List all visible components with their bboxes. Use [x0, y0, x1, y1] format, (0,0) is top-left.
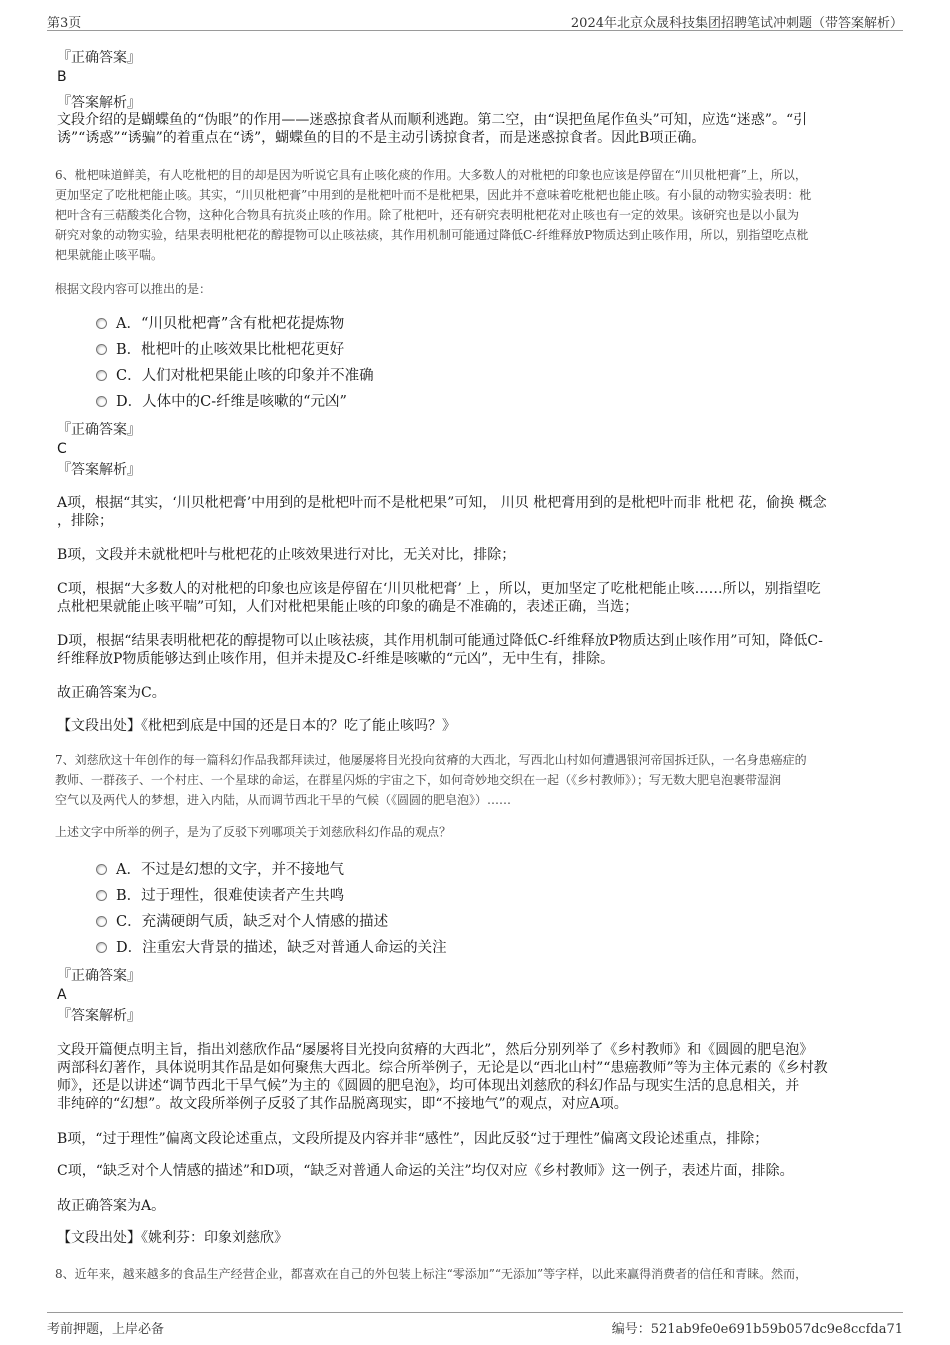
analysis-line: A项，根据“其实，‘川贝枇杷膏’中用到的是枇杷叶而不是枇杷果”可知， 川贝 枇杷膏用到的是枇杷叶而非 枇杷 花，偷换 概念 — [57, 495, 827, 511]
analysis-line: 非纯碎的“幻想”。故文段所举例子反驳了其作品脱离现实，即“不接地气”的观点，对应A项。 — [57, 1096, 628, 1112]
analysis-line: B项，文段并未就枇杷叶与枇杷花的止咳效果进行对比，无关对比，排除； — [57, 547, 516, 563]
q7-conclusion — [57, 1197, 895, 1215]
q7-option-d[interactable] — [96, 939, 447, 957]
option-label: C．人们对枇杷果能止咳的印象并不准确 — [116, 368, 374, 384]
q6-answer: C — [57, 441, 67, 457]
q6-analysis-a — [57, 494, 895, 530]
q7-option-b[interactable] — [96, 887, 344, 905]
page-number: 第3页 — [47, 16, 82, 31]
analysis-line: 点枇杷果就能止咳平喘”可知，人们对枇杷果能止咳的印象的确是不准确的，表述正确，当选； — [57, 599, 639, 615]
analysis-line: 文段开篇便点明主旨，指出刘慈欣作品“屡屡将目光投向贫瘠的大西北”，然后分别列举了《乡村教师》和《圆圆的肥皂泡》 — [57, 1042, 814, 1058]
option-label: B．枇杷叶的止咳效果比枇杷花更好 — [116, 342, 345, 358]
q5-analysis — [57, 111, 895, 147]
option-label: C．充满硬朗气质，缺乏对个人情感的描述 — [116, 914, 389, 930]
q6-option-b[interactable] — [96, 341, 344, 359]
q6-analysis-d — [57, 632, 895, 668]
option-label: A．不过是幻想的文字，并不接地气 — [116, 862, 344, 878]
analysis-line: 两部科幻著作，具体说明其作品是如何聚焦大西北。综合所举例子，无论是以“西北山村”“患癌教师”等为主体元素的《乡村教 — [57, 1060, 828, 1076]
q7-prompt: 上述文字中所举的例子，是为了反驳下列哪项关于刘慈欣科幻作品的观点？ — [55, 825, 452, 839]
stem-line: 教师、一群孩子、一个村庄、一个星球的命运，在群星闪烁的宇宙之下，如何奇妙地交织在一起（《乡村教师》）；写无数大肥皂泡裹带湿润 — [55, 773, 782, 787]
analysis-line: 故正确答案为A。 — [57, 1198, 166, 1214]
stem-line: 杷果就能止咳平喘。 — [55, 248, 164, 262]
q6-source: 【文段出处】《枇杷到底是中国的还是日本的？吃了能止咳吗？》 — [57, 718, 456, 734]
q7-analysis-label: 『答案解析』 — [57, 1008, 141, 1024]
q6-correct-label: 『正确答案』 — [57, 422, 141, 438]
stem-line: 7、刘慈欣这十年创作的每一篇科幻作品我都拜读过，他屡屡将目光投向贫瘠的大西北，写西北山村如何遭遇银河帝国拆迁队，一名身患癌症的 — [55, 753, 807, 767]
q6-option-d[interactable] — [96, 393, 347, 411]
option-label: A．“川贝枇杷膏”含有枇杷花提炼物 — [116, 316, 345, 332]
q7-option-c[interactable] — [96, 913, 388, 931]
analysis-line: B项，“过于理性”偏离文段论述重点，文段所提及内容并非“感性”，因此反驳“过于理性”偏离文段论述重点，排除； — [57, 1131, 769, 1147]
analysis-line: 故正确答案为C。 — [57, 685, 166, 701]
q6-stem — [55, 165, 893, 265]
option-label: D．注重宏大背景的描述，缺乏对普通人命运的关注 — [116, 940, 447, 956]
document-code: 编号：521ab9fe0e691b59b057dc9e8ccfda71 — [611, 1322, 903, 1337]
option-label: D．人体中的C-纤维是咳嗽的“元凶” — [116, 394, 347, 410]
stem-line: 8、近年来，越来越多的食品生产经营企业，都喜欢在自己的外包装上标注“零添加”“无添加”等字样，以此来赢得消费者的信任和青睐。然而， — [55, 1267, 808, 1281]
document-title: 2024年北京众晟科技集团招聘笔试冲刺题（带答案解析） — [570, 16, 903, 31]
analysis-line: 师》，还是以讲述“调节西北干旱气候”为主的《圆圆的肥皂泡》，均可体现出刘慈欣的科幻作品与现实生活的息息相关，并 — [57, 1078, 800, 1094]
radio-icon[interactable] — [96, 916, 107, 927]
footer-slogan: 考前押题，上岸必备 — [47, 1322, 165, 1337]
stem-line: 更加坚定了吃枇杷能止咳。其实，“川贝枇杷膏”中用到的是枇杷叶而不是枇杷果，因此并不意味着吃枇杷也能止咳。有小鼠的动物实验表明：枇 — [55, 188, 812, 202]
radio-icon[interactable] — [96, 890, 107, 901]
q7-analysis-main — [57, 1041, 895, 1113]
q6-analysis-b — [57, 546, 895, 564]
analysis-line: 文段介绍的是蝴蝶鱼的“伪眼”的作用——迷惑掠食者从而顺利逃跑。第二空，由“误把鱼尾作鱼头”可知，应选“迷惑”。“引 — [57, 112, 808, 128]
analysis-line: D项，根据“结果表明枇杷花的醇提物可以止咳祛痰，其作用机制可能通过降低C-纤维释放P物质达到止咳作用”可知，降低C- — [57, 633, 823, 649]
q6-conclusion — [57, 684, 895, 702]
page-footer — [47, 1312, 903, 1339]
q6-analysis-label: 『答案解析』 — [57, 462, 141, 478]
q7-option-a[interactable] — [96, 861, 344, 879]
radio-icon[interactable] — [96, 942, 107, 953]
q7-answer: A — [57, 987, 67, 1003]
option-label: B．过于理性，很难使读者产生共鸣 — [116, 888, 345, 904]
q7-analysis-cd — [57, 1162, 895, 1180]
q7-correct-label: 『正确答案』 — [57, 968, 141, 984]
q6-option-a[interactable] — [96, 315, 344, 333]
analysis-line: 纤维释放P物质能够达到止咳作用，但并未提及C-纤维是咳嗽的“元凶”，无中生有，排除。 — [57, 651, 615, 667]
analysis-line: C项，根据“大多数人的对枇杷的印象也应该是停留在‘川贝枇杷膏’ 上 ，所以，更加坚定了吃枇杷能止咳……所以，别指望吃 — [57, 581, 821, 597]
analysis-line: 诱”“诱惑”“诱骗”的着重点在“诱”，蝴蝶鱼的目的不是主动引诱掠食者，而是迷惑掠食者。因此B项正确。 — [57, 130, 706, 146]
radio-icon[interactable] — [96, 318, 107, 329]
radio-icon[interactable] — [96, 344, 107, 355]
stem-line: 研究对象的动物实验，结果表明枇杷花的醇提物可以止咳祛痰，其作用机制可能通过降低C-纤维释放P物质达到止咳作用，所以，别指望吃点枇 — [55, 228, 809, 242]
q5-correct-label: 『正确答案』 — [57, 50, 141, 66]
q7-analysis-b — [57, 1130, 895, 1148]
q6-option-c[interactable] — [96, 367, 374, 385]
q6-prompt: 根据文段内容可以推出的是： — [55, 282, 212, 296]
radio-icon[interactable] — [96, 396, 107, 407]
q8-stem — [55, 1264, 893, 1284]
stem-line: 杷叶含有三萜酸类化合物，这种化合物具有抗炎止咳的作用。除了枇杷叶，还有研究表明枇杷花对止咳也有一定的效果。该研究也是以小鼠为 — [55, 208, 800, 222]
q5-analysis-label: 『答案解析』 — [57, 95, 141, 111]
page-header — [47, 8, 903, 31]
stem-line: 6、枇杷味道鲜美，有人吃枇杷的目的却是因为听说它具有止咳化痰的作用。大多数人的对枇杷的印象也应该是停留在“川贝枇杷膏”上，所以， — [55, 168, 807, 182]
q7-source: 【文段出处】《姚利芬：印象刘慈欣》 — [57, 1230, 288, 1246]
radio-icon[interactable] — [96, 864, 107, 875]
q5-answer: B — [57, 69, 67, 85]
analysis-line: C项，“缺乏对个人情感的描述”和D项，“缺乏对普通人命运的关注”均仅对应《乡村教师》这一例子，表述片面，排除。 — [57, 1163, 794, 1179]
stem-line: 空气以及两代人的梦想，进入内陆，从而调节西北干旱的气候（《圆圆的肥皂泡》）…… — [55, 793, 512, 807]
q6-analysis-c — [57, 580, 895, 616]
radio-icon[interactable] — [96, 370, 107, 381]
analysis-line: ，排除； — [57, 513, 113, 529]
q7-stem — [55, 750, 893, 810]
